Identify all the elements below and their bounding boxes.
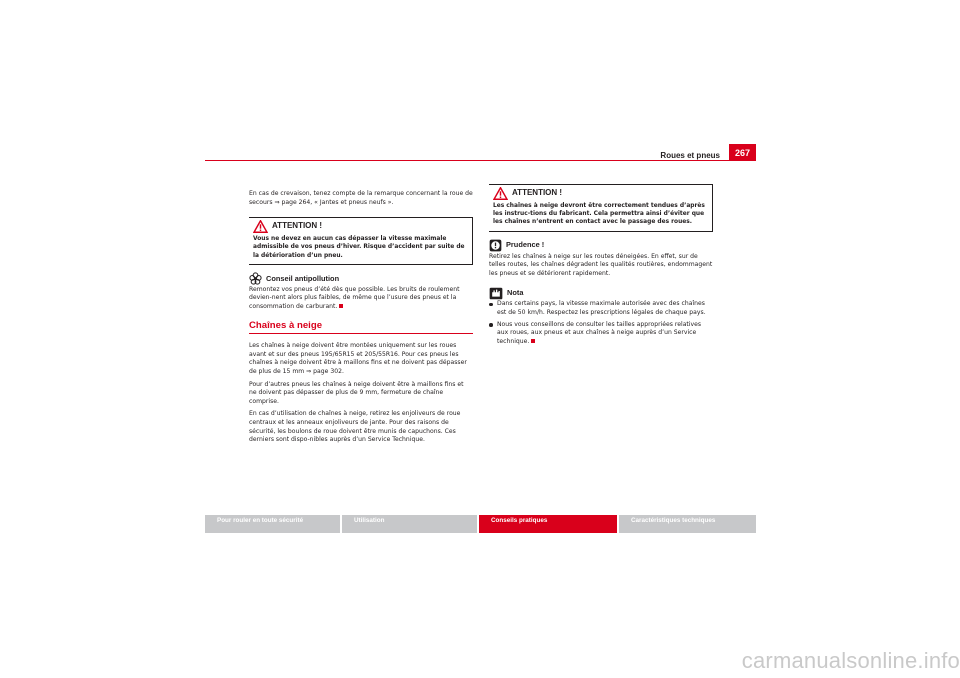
snow-chains-paragraph-2: Pour d’autres pneus les chaînes à neige doivent être à maillons fins et ne doivent pas dépasser de plus de 9 mm, fermeture de chaîne comprise.: [249, 380, 464, 405]
snow-chains-paragraph-3: En cas d’utilisation de chaînes à neige, retirez les enjoliveurs de roue centraux et les anneaux enjoliveurs de jante. Pour des raisons de sécurité, les boulons de roue doivent être munis de capuchons. Ces derniers sont dispo-nibles auprès d’un Service Technique.: [249, 410, 461, 444]
caution-body: Retirez les chaînes à neige sur les routes déneigées. En effet, sur de telles routes, les chaînes dégradent les qualités routières, endommagent les pneus et se détériorent rapidement.: [489, 252, 713, 277]
footer-tab-practical-tips[interactable]: Conseils pratiques: [479, 515, 617, 533]
warning-title: ATTENTION !: [272, 221, 323, 231]
environment-header: [249, 272, 473, 286]
warning-title: ATTENTION !: [512, 188, 563, 198]
caution-header: [489, 239, 713, 253]
note-hand-icon: [489, 287, 503, 300]
warning-header: [493, 185, 708, 202]
footer-tab-technical-specs[interactable]: Caractéristiques techniques: [619, 515, 756, 533]
caution-exclamation-icon: [489, 239, 502, 252]
environment-title: Conseil antipollution: [266, 273, 340, 283]
footer-tab-safety[interactable]: Pour rouler en toute sécurité: [205, 515, 340, 533]
left-column: [249, 190, 473, 449]
warning-body: Vous ne devez en aucun cas dépasser la vitesse maximale admissible de vos pneus d’hiver. Risque d’accident par suite de la détérioration d’un pneu.: [253, 236, 465, 259]
end-of-section-mark: [339, 304, 343, 308]
warning-box-left: [249, 217, 473, 265]
environment-flower-icon: [249, 272, 262, 285]
caution-title: Prudence !: [506, 240, 545, 250]
warning-header: [253, 218, 468, 235]
warning-box-right: [489, 184, 713, 232]
header-rule: [205, 160, 756, 161]
intro-paragraph: En cas de crevaison, tenez compte de la remarque concernant la roue de secours ⇒ page 264, « Jantes et pneus neufs ».: [249, 190, 473, 206]
note-header: [489, 286, 713, 300]
warning-body: Les chaînes à neige devront être correctement tendues d’après les instruc-tions du fabricant. Cela permettra ainsi d’éviter que les chaînes n’entrent en contact avec le passage des roues.: [493, 203, 705, 226]
note-item: Nous vous conseillons de consulter les tailles appropriées relatives aux roues, aux pneus et aux chaînes à neige auprès d’un Service technique.: [489, 321, 713, 347]
note-item: Dans certains pays, la vitesse maximale autorisée avec des chaînes est de 50 km/h. Respectez les prescriptions légales de chaque pays.: [489, 300, 713, 317]
section-title-snow-chains: Chaînes à neige: [249, 322, 473, 335]
right-column: [489, 184, 713, 349]
note-title: Nota: [507, 288, 524, 298]
note-list: [489, 300, 713, 346]
warning-triangle-icon: [493, 187, 508, 200]
footer-tab-operation[interactable]: Utilisation: [342, 515, 477, 533]
environment-body: Remontez vos pneus d’été dès que possible. Les bruits de roulement devien-nent alors plus faibles, de même que l’usure des pneus et la consommation de carburant.: [249, 285, 460, 310]
warning-triangle-icon: [253, 220, 268, 233]
end-of-section-mark: [531, 339, 535, 343]
page-header-title: Roues et pneus: [660, 151, 720, 160]
watermark-text: carmanualsonline.info: [741, 648, 960, 673]
snow-chains-paragraph-1: Les chaînes à neige doivent être montées uniquement sur les roues avant et sur des pneus 195/65R15 et 205/55R16. Pour ces pneus les chaînes à neige doivent être à maillons fins et ne doivent pas dépasser de plus de 15 mm ⇒ page 302.: [249, 342, 467, 375]
page-number-badge: 267: [729, 144, 756, 161]
